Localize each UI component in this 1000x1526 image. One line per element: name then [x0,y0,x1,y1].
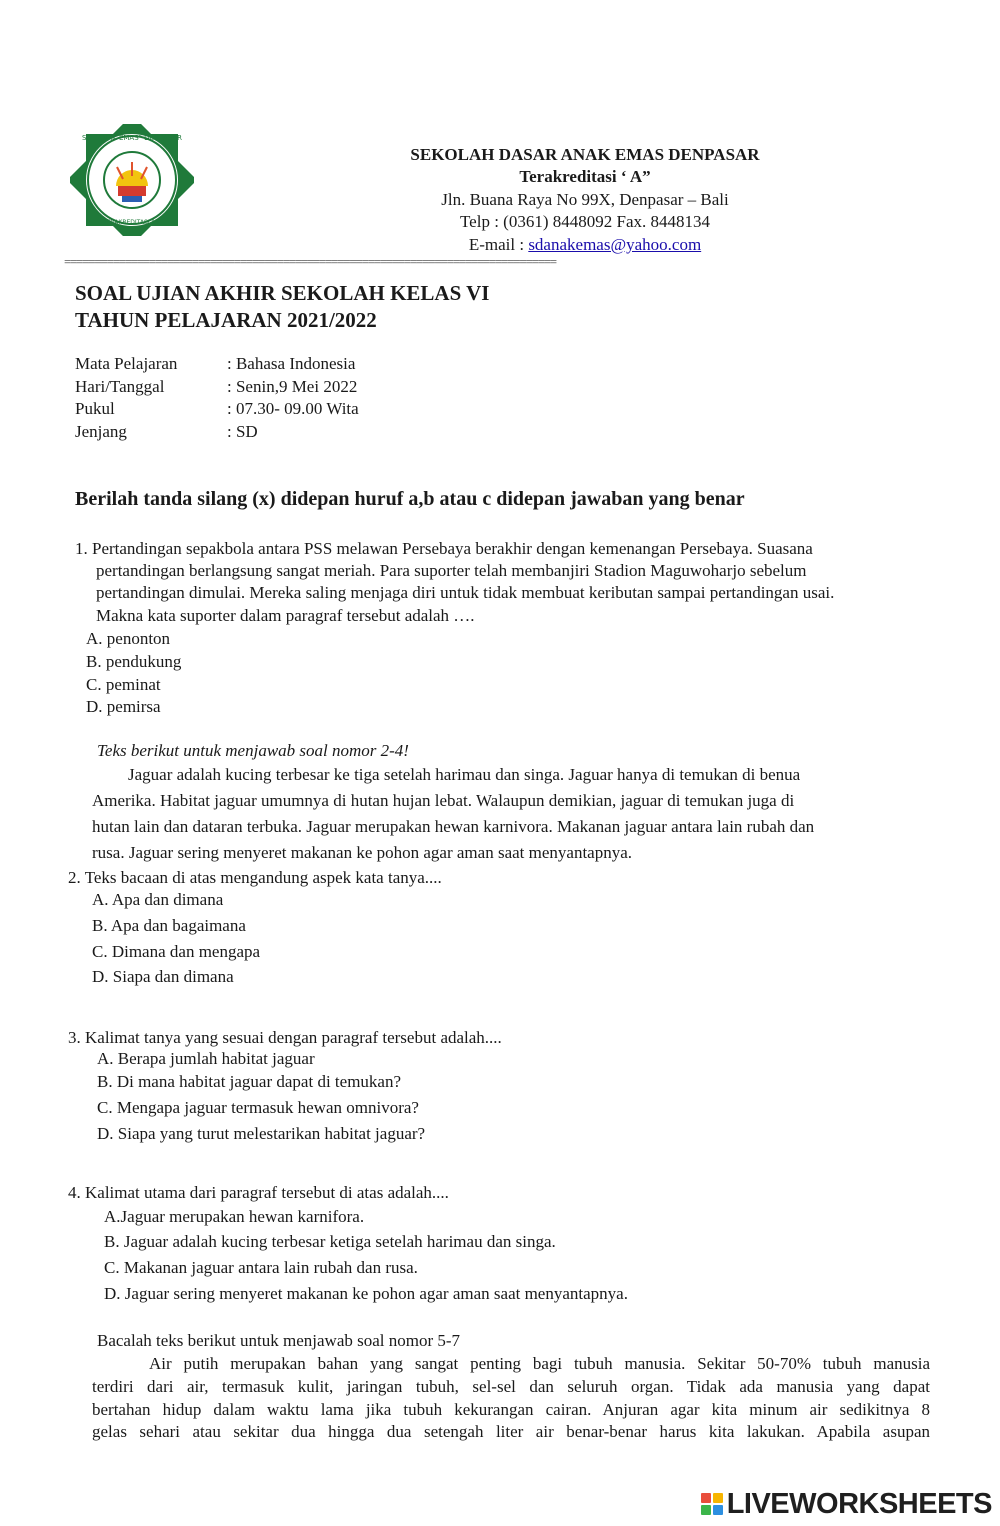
passage2-line: gelas sehari atau sekitar dua hingga dua setengah liter air benar-benar harus kita lakukan. Apabila asupan [92,1422,930,1441]
passage2-heading: Bacalah teks berikut untuk menjawab soal nomor 5-7 [97,1331,461,1350]
q3-option-c[interactable]: C. Mengapa jaguar termasuk hewan omnivora? [97,1098,419,1117]
school-email-line [300,234,870,257]
info-value: : Senin,9 Mei 2022 [227,377,358,396]
q3-question: 3. Kalimat tanya yang sesuai dengan paragraf tersebut adalah.... [68,1028,502,1047]
q2-question: 2. Teks bacaan di atas mengandung aspek kata tanya.... [68,868,442,887]
logo-square [713,1493,723,1503]
info-subject [75,353,355,375]
q1-line: pertandingan dimulai. Mereka saling menjaga diri untuk tidak membuat keributan sampai pertandingan usai. [96,583,835,602]
q2-option-d[interactable]: D. Siapa dan dimana [92,967,234,986]
passage1-line: rusa. Jaguar sering menyeret makanan ke pohon agar aman saat menyantapnya. [92,843,633,862]
passage1-line: hutan lain dan dataran terbuka. Jaguar merupakan hewan karnivora. Makanan jaguar antara lain rubah dan [92,817,815,836]
logo-square [701,1493,711,1503]
info-level [75,421,258,443]
q4-option-d[interactable]: D. Jaguar sering menyeret makanan ke pohon agar aman saat menyantapnya. [104,1284,628,1303]
passage2-line: Air putih merupakan bahan yang sangat penting bagi tubuh manusia. Sekitar 50-70% tubuh manusia [149,1354,930,1373]
q1-line: pertandingan berlangsung sangat meriah. Para suporter telah membanjiri Stadion Maguwoharjo sebelum [96,561,807,580]
school-name: SEKOLAH DASAR ANAK EMAS DENPASAR [410,145,760,164]
info-value: : Bahasa Indonesia [227,354,356,373]
accreditation: Terakreditasi ‘ A” [519,167,651,186]
info-label: Mata Pelajaran [75,354,178,373]
liveworksheets-text: LIVEWORKSHEETS [726,1487,992,1520]
exam-year: TAHUN PELAJARAN 2021/2022 [75,308,377,332]
info-label: Jenjang [75,422,127,441]
logo-ring-text: SD "ANAK EMAS" DENPASAR [82,134,182,142]
passage1-line: Jaguar adalah kucing terbesar ke tiga setelah harimau dan singa. Jaguar hanya di temukan di benua [128,765,801,784]
q1-option-d[interactable]: D. pemirsa [86,697,161,716]
q4-question: 4. Kalimat utama dari paragraf tersebut di atas adalah.... [68,1183,449,1202]
school-phone: Telp : (0361) 8448092 Fax. 8448134 [459,212,710,231]
q3-option-d[interactable]: D. Siapa yang turut melestarikan habitat jaguar? [97,1124,426,1143]
q3-option-b[interactable]: B. Di mana habitat jaguar dapat di temukan? [97,1072,402,1091]
email-label: E-mail : [468,235,529,254]
q2-option-b[interactable]: B. Apa dan bagaimana [92,916,246,935]
exam-title: SOAL UJIAN AKHIR SEKOLAH KELAS VI [75,281,490,305]
passage1-heading: Teks berikut untuk menjawab soal nomor 2-4! [97,741,409,760]
liveworksheets-watermark [701,1487,992,1521]
q2-option-c[interactable]: C. Dimana dan mengapa [92,942,261,961]
info-value: : SD [227,422,258,441]
logo-square [713,1505,723,1515]
passage2-line: bertahan hidup dalam waktu lama jika tubuh kekurangan cairan. Anjuran agar kita minum air sedikitnya 8 [92,1400,930,1419]
q3-option-a[interactable]: A. Berapa jumlah habitat jaguar [97,1049,315,1068]
q1-option-c[interactable]: C. peminat [86,675,161,694]
logo-square [701,1505,711,1515]
passage2-line: terdiri dari air, termasuk kulit, jaringan tubuh, sel-sel dan seluruh organ. Tidak ada manusia yang dapat [92,1377,930,1396]
q1-line: Makna kata suporter dalam paragraf tersebut adalah …. [96,606,475,625]
info-date [75,376,357,398]
info-value: : 07.30- 09.00 Wita [227,399,359,418]
logo-bottom-text: TERAKREDITASI "A" [102,219,162,226]
q1-line: 1. Pertandingan sepakbola antara PSS melawan Persebaya berakhir dengan kemenangan Persebaya. Suasana [75,539,813,558]
info-label: Pukul [75,399,115,418]
school-address: Jln. Buana Raya No 99X, Denpasar – Bali [441,190,729,209]
q4-option-a[interactable]: A.Jaguar merupakan hewan karnifora. [104,1207,365,1226]
school-logo [70,124,194,236]
info-time [75,398,359,420]
q2-option-a[interactable]: A. Apa dan dimana [92,890,224,909]
header-separator: ================================================================================= [64,255,556,268]
info-label: Hari/Tanggal [75,377,165,396]
q1-option-b[interactable]: B. pendukung [86,652,182,671]
email-link[interactable]: sdanakemas@yahoo.com [528,235,702,254]
passage1-line: Amerika. Habitat jaguar umumnya di hutan hujan lebat. Walaupun demikian, jaguar di temukan juga di [92,791,795,810]
q4-option-c[interactable]: C. Makanan jaguar antara lain rubah dan rusa. [104,1258,418,1277]
q1-option-a[interactable]: A. penonton [86,629,171,648]
liveworksheets-logo-icon [701,1493,723,1515]
q4-option-b[interactable]: B. Jaguar adalah kucing terbesar ketiga setelah harimau dan singa. [104,1232,556,1251]
instruction: Berilah tanda silang (x) didepan huruf a,b atau c didepan jawaban yang benar [75,488,745,510]
